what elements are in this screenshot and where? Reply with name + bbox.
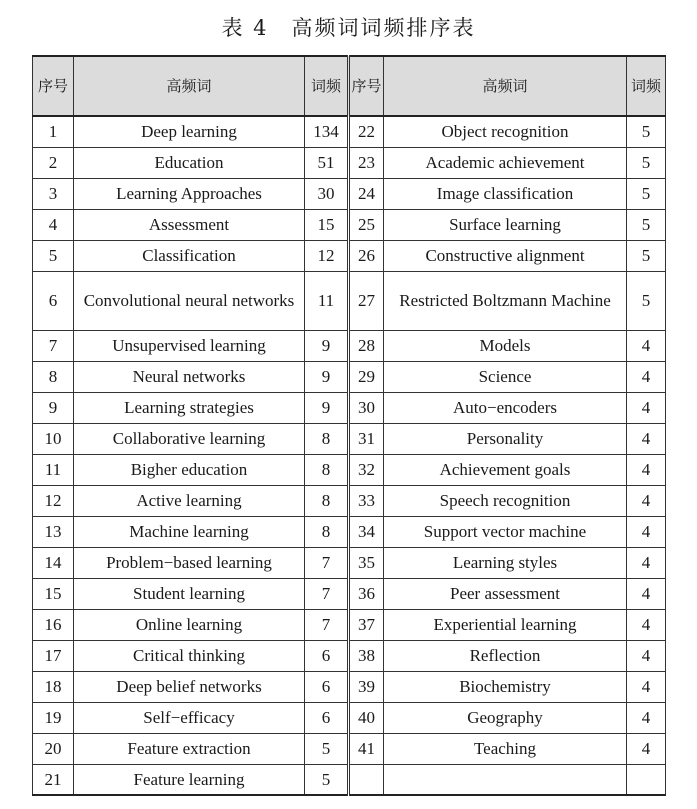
term-cell	[384, 764, 627, 795]
seq-cell: 38	[349, 640, 384, 671]
freq-cell: 8	[305, 454, 349, 485]
freq-cell: 51	[305, 147, 349, 178]
table-row	[33, 392, 666, 423]
table-row	[33, 764, 666, 795]
term-cell: Classification	[74, 240, 305, 271]
seq-cell: 7	[33, 330, 74, 361]
seq-cell: 39	[349, 671, 384, 702]
freq-cell: 4	[627, 702, 666, 733]
term-cell: Learning Approaches	[74, 178, 305, 209]
table-row	[33, 271, 666, 330]
freq-cell: 9	[305, 392, 349, 423]
table-header-row	[33, 56, 666, 116]
seq-cell: 24	[349, 178, 384, 209]
freq-cell: 5	[627, 271, 666, 330]
term-cell: Surface learning	[384, 209, 627, 240]
header-term-left: 高频词	[74, 56, 305, 116]
freq-cell: 6	[305, 671, 349, 702]
term-cell: Image classification	[384, 178, 627, 209]
freq-cell: 5	[627, 209, 666, 240]
table-row	[33, 547, 666, 578]
seq-cell: 25	[349, 209, 384, 240]
table-row	[33, 147, 666, 178]
term-cell: Speech recognition	[384, 485, 627, 516]
term-cell: Models	[384, 330, 627, 361]
seq-cell: 28	[349, 330, 384, 361]
freq-cell: 5	[305, 733, 349, 764]
table-row	[33, 733, 666, 764]
freq-cell: 15	[305, 209, 349, 240]
seq-cell: 16	[33, 609, 74, 640]
seq-cell: 27	[349, 271, 384, 330]
seq-cell: 30	[349, 392, 384, 423]
freq-cell: 5	[627, 178, 666, 209]
word-frequency-table	[32, 55, 666, 796]
freq-cell: 4	[627, 423, 666, 454]
table-caption: 表 4 高频词词频排序表	[221, 16, 476, 40]
term-cell: Neural networks	[74, 361, 305, 392]
table-row	[33, 454, 666, 485]
term-cell: Geography	[384, 702, 627, 733]
seq-cell: 41	[349, 733, 384, 764]
seq-cell: 4	[33, 209, 74, 240]
term-cell: Assessment	[74, 209, 305, 240]
freq-cell	[627, 764, 666, 795]
table-row	[33, 578, 666, 609]
term-cell: Academic achievement	[384, 147, 627, 178]
header-seq-left: 序号	[33, 56, 74, 116]
seq-cell: 3	[33, 178, 74, 209]
freq-cell: 134	[305, 116, 349, 147]
freq-cell: 12	[305, 240, 349, 271]
freq-cell: 4	[627, 671, 666, 702]
seq-cell: 5	[33, 240, 74, 271]
freq-cell: 4	[627, 361, 666, 392]
freq-cell: 4	[627, 609, 666, 640]
seq-cell: 1	[33, 116, 74, 147]
seq-cell: 9	[33, 392, 74, 423]
table-row	[33, 423, 666, 454]
table-row	[33, 240, 666, 271]
term-cell: Feature extraction	[74, 733, 305, 764]
freq-cell: 5	[627, 147, 666, 178]
freq-cell: 4	[627, 516, 666, 547]
freq-cell: 4	[627, 485, 666, 516]
seq-cell: 36	[349, 578, 384, 609]
seq-cell: 12	[33, 485, 74, 516]
term-cell: Learning strategies	[74, 392, 305, 423]
seq-cell: 40	[349, 702, 384, 733]
term-cell: Collaborative learning	[74, 423, 305, 454]
seq-cell: 6	[33, 271, 74, 330]
seq-cell: 23	[349, 147, 384, 178]
seq-cell: 33	[349, 485, 384, 516]
freq-cell: 4	[627, 392, 666, 423]
header-freq-right: 词频	[627, 56, 666, 116]
term-cell: Deep belief networks	[74, 671, 305, 702]
seq-cell	[349, 764, 384, 795]
term-cell: Peer assessment	[384, 578, 627, 609]
freq-cell: 7	[305, 547, 349, 578]
term-cell: Auto−encoders	[384, 392, 627, 423]
term-cell: Machine learning	[74, 516, 305, 547]
freq-cell: 6	[305, 640, 349, 671]
seq-cell: 29	[349, 361, 384, 392]
term-cell: Unsupervised learning	[74, 330, 305, 361]
seq-cell: 2	[33, 147, 74, 178]
term-cell: Support vector machine	[384, 516, 627, 547]
freq-cell: 7	[305, 578, 349, 609]
table-row	[33, 330, 666, 361]
term-cell: Constructive alignment	[384, 240, 627, 271]
freq-cell: 4	[627, 330, 666, 361]
term-cell: Science	[384, 361, 627, 392]
term-cell: Achievement goals	[384, 454, 627, 485]
term-cell: Personality	[384, 423, 627, 454]
freq-cell: 11	[305, 271, 349, 330]
term-cell: Teaching	[384, 733, 627, 764]
table-row	[33, 485, 666, 516]
seq-cell: 35	[349, 547, 384, 578]
term-cell: Biochemistry	[384, 671, 627, 702]
freq-cell: 30	[305, 178, 349, 209]
seq-cell: 10	[33, 423, 74, 454]
freq-cell: 4	[627, 733, 666, 764]
freq-cell: 9	[305, 330, 349, 361]
table-row	[33, 640, 666, 671]
seq-cell: 26	[349, 240, 384, 271]
term-cell: Education	[74, 147, 305, 178]
header-term-right: 高频词	[384, 56, 627, 116]
table-row	[33, 209, 666, 240]
freq-cell: 4	[627, 640, 666, 671]
term-cell: Self−efficacy	[74, 702, 305, 733]
freq-cell: 8	[305, 423, 349, 454]
table-row	[33, 361, 666, 392]
seq-cell: 37	[349, 609, 384, 640]
term-cell: Student learning	[74, 578, 305, 609]
seq-cell: 17	[33, 640, 74, 671]
table-row	[33, 609, 666, 640]
table-row	[33, 516, 666, 547]
table-row	[33, 178, 666, 209]
freq-cell: 9	[305, 361, 349, 392]
term-cell: Deep learning	[74, 116, 305, 147]
table-row	[33, 116, 666, 147]
freq-cell: 5	[305, 764, 349, 795]
table-row	[33, 702, 666, 733]
term-cell: Active learning	[74, 485, 305, 516]
term-cell: Online learning	[74, 609, 305, 640]
header-freq-left: 词频	[305, 56, 349, 116]
term-cell: Learning styles	[384, 547, 627, 578]
term-cell: Object recognition	[384, 116, 627, 147]
freq-cell: 4	[627, 454, 666, 485]
term-cell: Convolutional neural networks	[74, 271, 305, 330]
seq-cell: 14	[33, 547, 74, 578]
seq-cell: 20	[33, 733, 74, 764]
freq-cell: 4	[627, 547, 666, 578]
seq-cell: 13	[33, 516, 74, 547]
table-row	[33, 671, 666, 702]
table-body	[33, 116, 666, 795]
seq-cell: 8	[33, 361, 74, 392]
freq-cell: 5	[627, 116, 666, 147]
header-seq-right: 序号	[349, 56, 384, 116]
freq-cell: 8	[305, 485, 349, 516]
freq-cell: 6	[305, 702, 349, 733]
term-cell: Experiential learning	[384, 609, 627, 640]
seq-cell: 34	[349, 516, 384, 547]
term-cell: Critical thinking	[74, 640, 305, 671]
term-cell: Problem−based learning	[74, 547, 305, 578]
seq-cell: 21	[33, 764, 74, 795]
term-cell: Restricted Boltzmann Machine	[384, 271, 627, 330]
seq-cell: 22	[349, 116, 384, 147]
seq-cell: 32	[349, 454, 384, 485]
seq-cell: 19	[33, 702, 74, 733]
seq-cell: 18	[33, 671, 74, 702]
term-cell: Feature learning	[74, 764, 305, 795]
seq-cell: 31	[349, 423, 384, 454]
term-cell: Bigher education	[74, 454, 305, 485]
seq-cell: 11	[33, 454, 74, 485]
freq-cell: 7	[305, 609, 349, 640]
freq-cell: 5	[627, 240, 666, 271]
term-cell: Reflection	[384, 640, 627, 671]
seq-cell: 15	[33, 578, 74, 609]
freq-cell: 8	[305, 516, 349, 547]
freq-cell: 4	[627, 578, 666, 609]
